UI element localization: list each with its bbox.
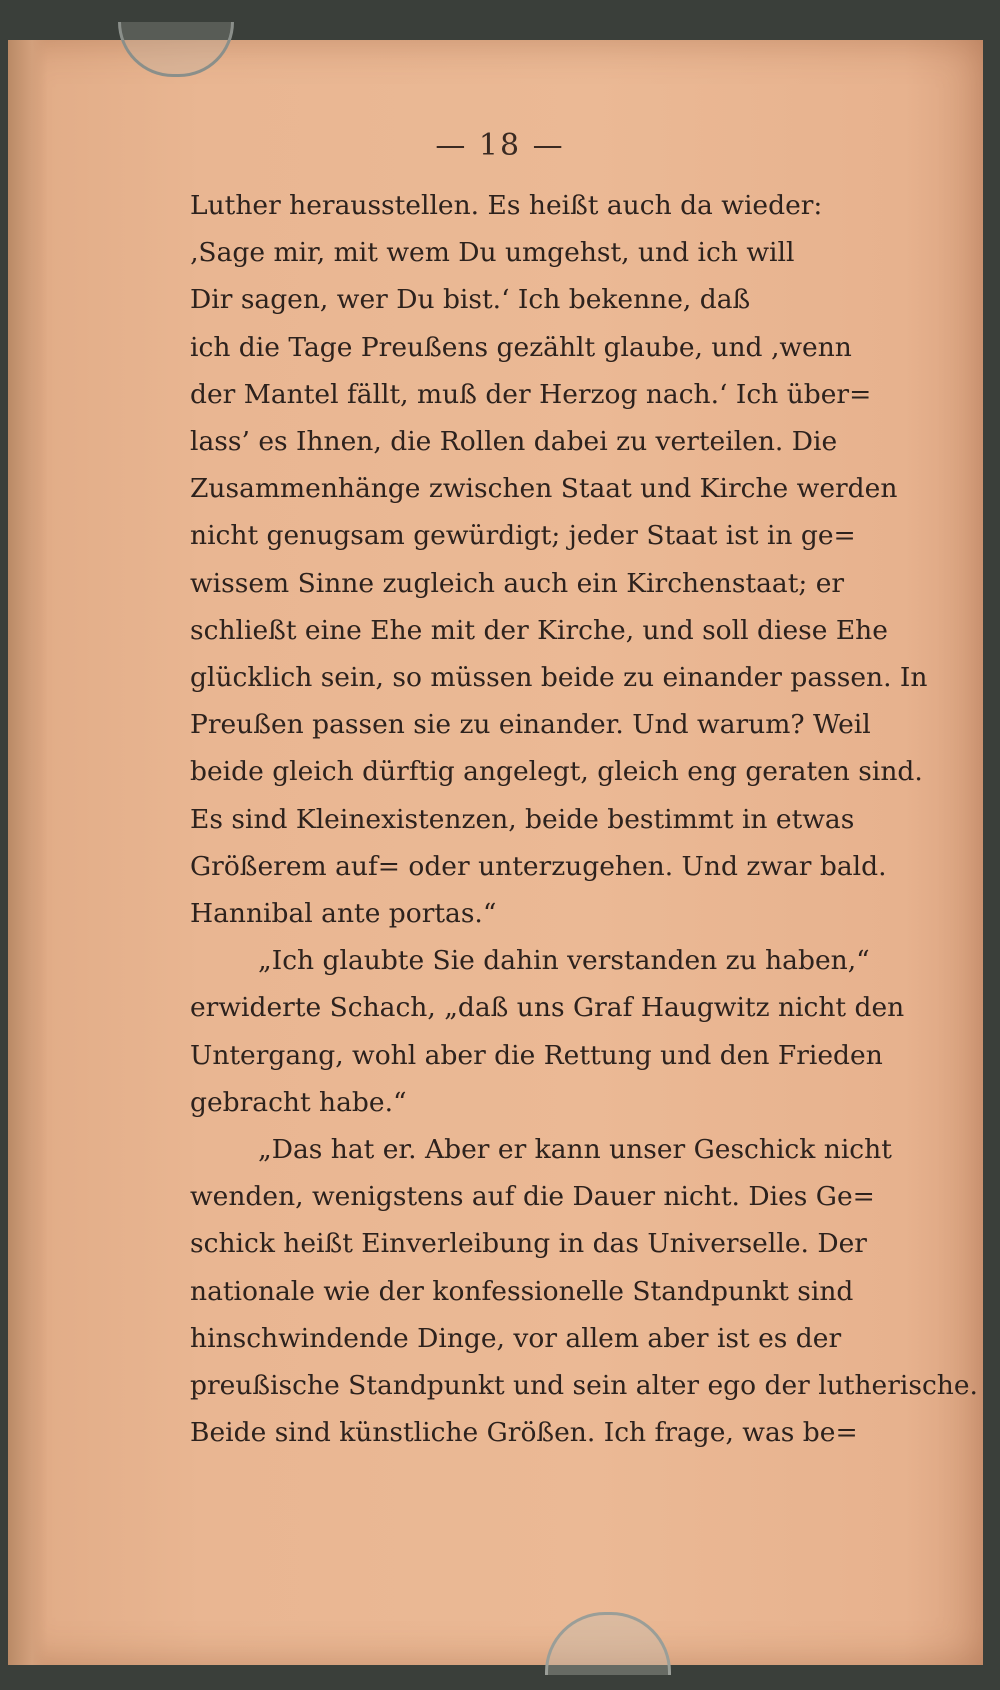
text-line: ‚Sage mir, mit wem Du umgehst, und ich will (190, 237, 795, 269)
text-line: Größerem auf= oder unterzugehen. Und zwar bald. (190, 850, 887, 882)
text-line: Luther herausstellen. Es heißt auch da wieder: (190, 190, 823, 221)
text-line: Beide sind künstliche Größen. Ich frage, was be= (190, 1417, 858, 1449)
text-line: „Ich glaubte Sie dahin verstanden zu haben,“ (258, 945, 870, 977)
page-edge-shadow (8, 40, 48, 1665)
text-line: „Das hat er. Aber er kann unser Geschick nicht (258, 1134, 892, 1166)
text-line: Preußen passen sie zu einander. Und warum? Weil (190, 709, 871, 741)
text-line: erwiderte Schach, „daß uns Graf Haugwitz nicht den (190, 992, 905, 1024)
text-line: der Mantel fällt, muß der Herzog nach.‘ Ich über= (190, 378, 872, 410)
page-body-text (190, 182, 990, 1456)
text-line: Untergang, wohl aber die Rettung und den Frieden (190, 1039, 883, 1071)
text-line: hinschwindende Dinge, vor allem aber ist es der (190, 1322, 842, 1354)
text-line: Dir sagen, wer Du bist.‘ Ich bekenne, daß (190, 284, 751, 316)
text-line: schick heißt Einverleibung in das Universelle. Der (190, 1228, 867, 1260)
text-line: Es sind Kleinexistenzen, beide bestimmt in etwas (190, 803, 855, 835)
page-number: — 18 — (435, 128, 565, 163)
text-line: wissem Sinne zugleich auch ein Kirchenstaat; er (190, 567, 845, 599)
text-line: glücklich sein, so müssen beide zu einander passen. In (190, 662, 928, 694)
text-line: wenden, wenigstens auf die Dauer nicht. Dies Ge= (190, 1181, 875, 1213)
text-line: gebracht habe.“ (190, 1086, 407, 1118)
text-line: ich die Tage Preußens gezählt glaube, und ‚wenn (190, 331, 852, 363)
text-line: beide gleich dürftig angelegt, gleich eng geraten sind. (190, 756, 923, 788)
text-line: Hannibal ante portas.“ (190, 898, 497, 930)
text-line: Zusammenhänge zwischen Staat und Kirche werden (190, 473, 898, 505)
text-line: nicht genugsam gewürdigt; jeder Staat ist in ge= (190, 520, 856, 552)
text-line: nationale wie der konfessionelle Standpunkt sind (190, 1275, 854, 1307)
text-line: lass’ es Ihnen, die Rollen dabei zu verteilen. Die (190, 426, 838, 458)
text-line: preußische Standpunkt und sein alter ego der lutherische. (190, 1370, 978, 1402)
text-line: schließt eine Ehe mit der Kirche, und soll diese Ehe (190, 614, 888, 646)
